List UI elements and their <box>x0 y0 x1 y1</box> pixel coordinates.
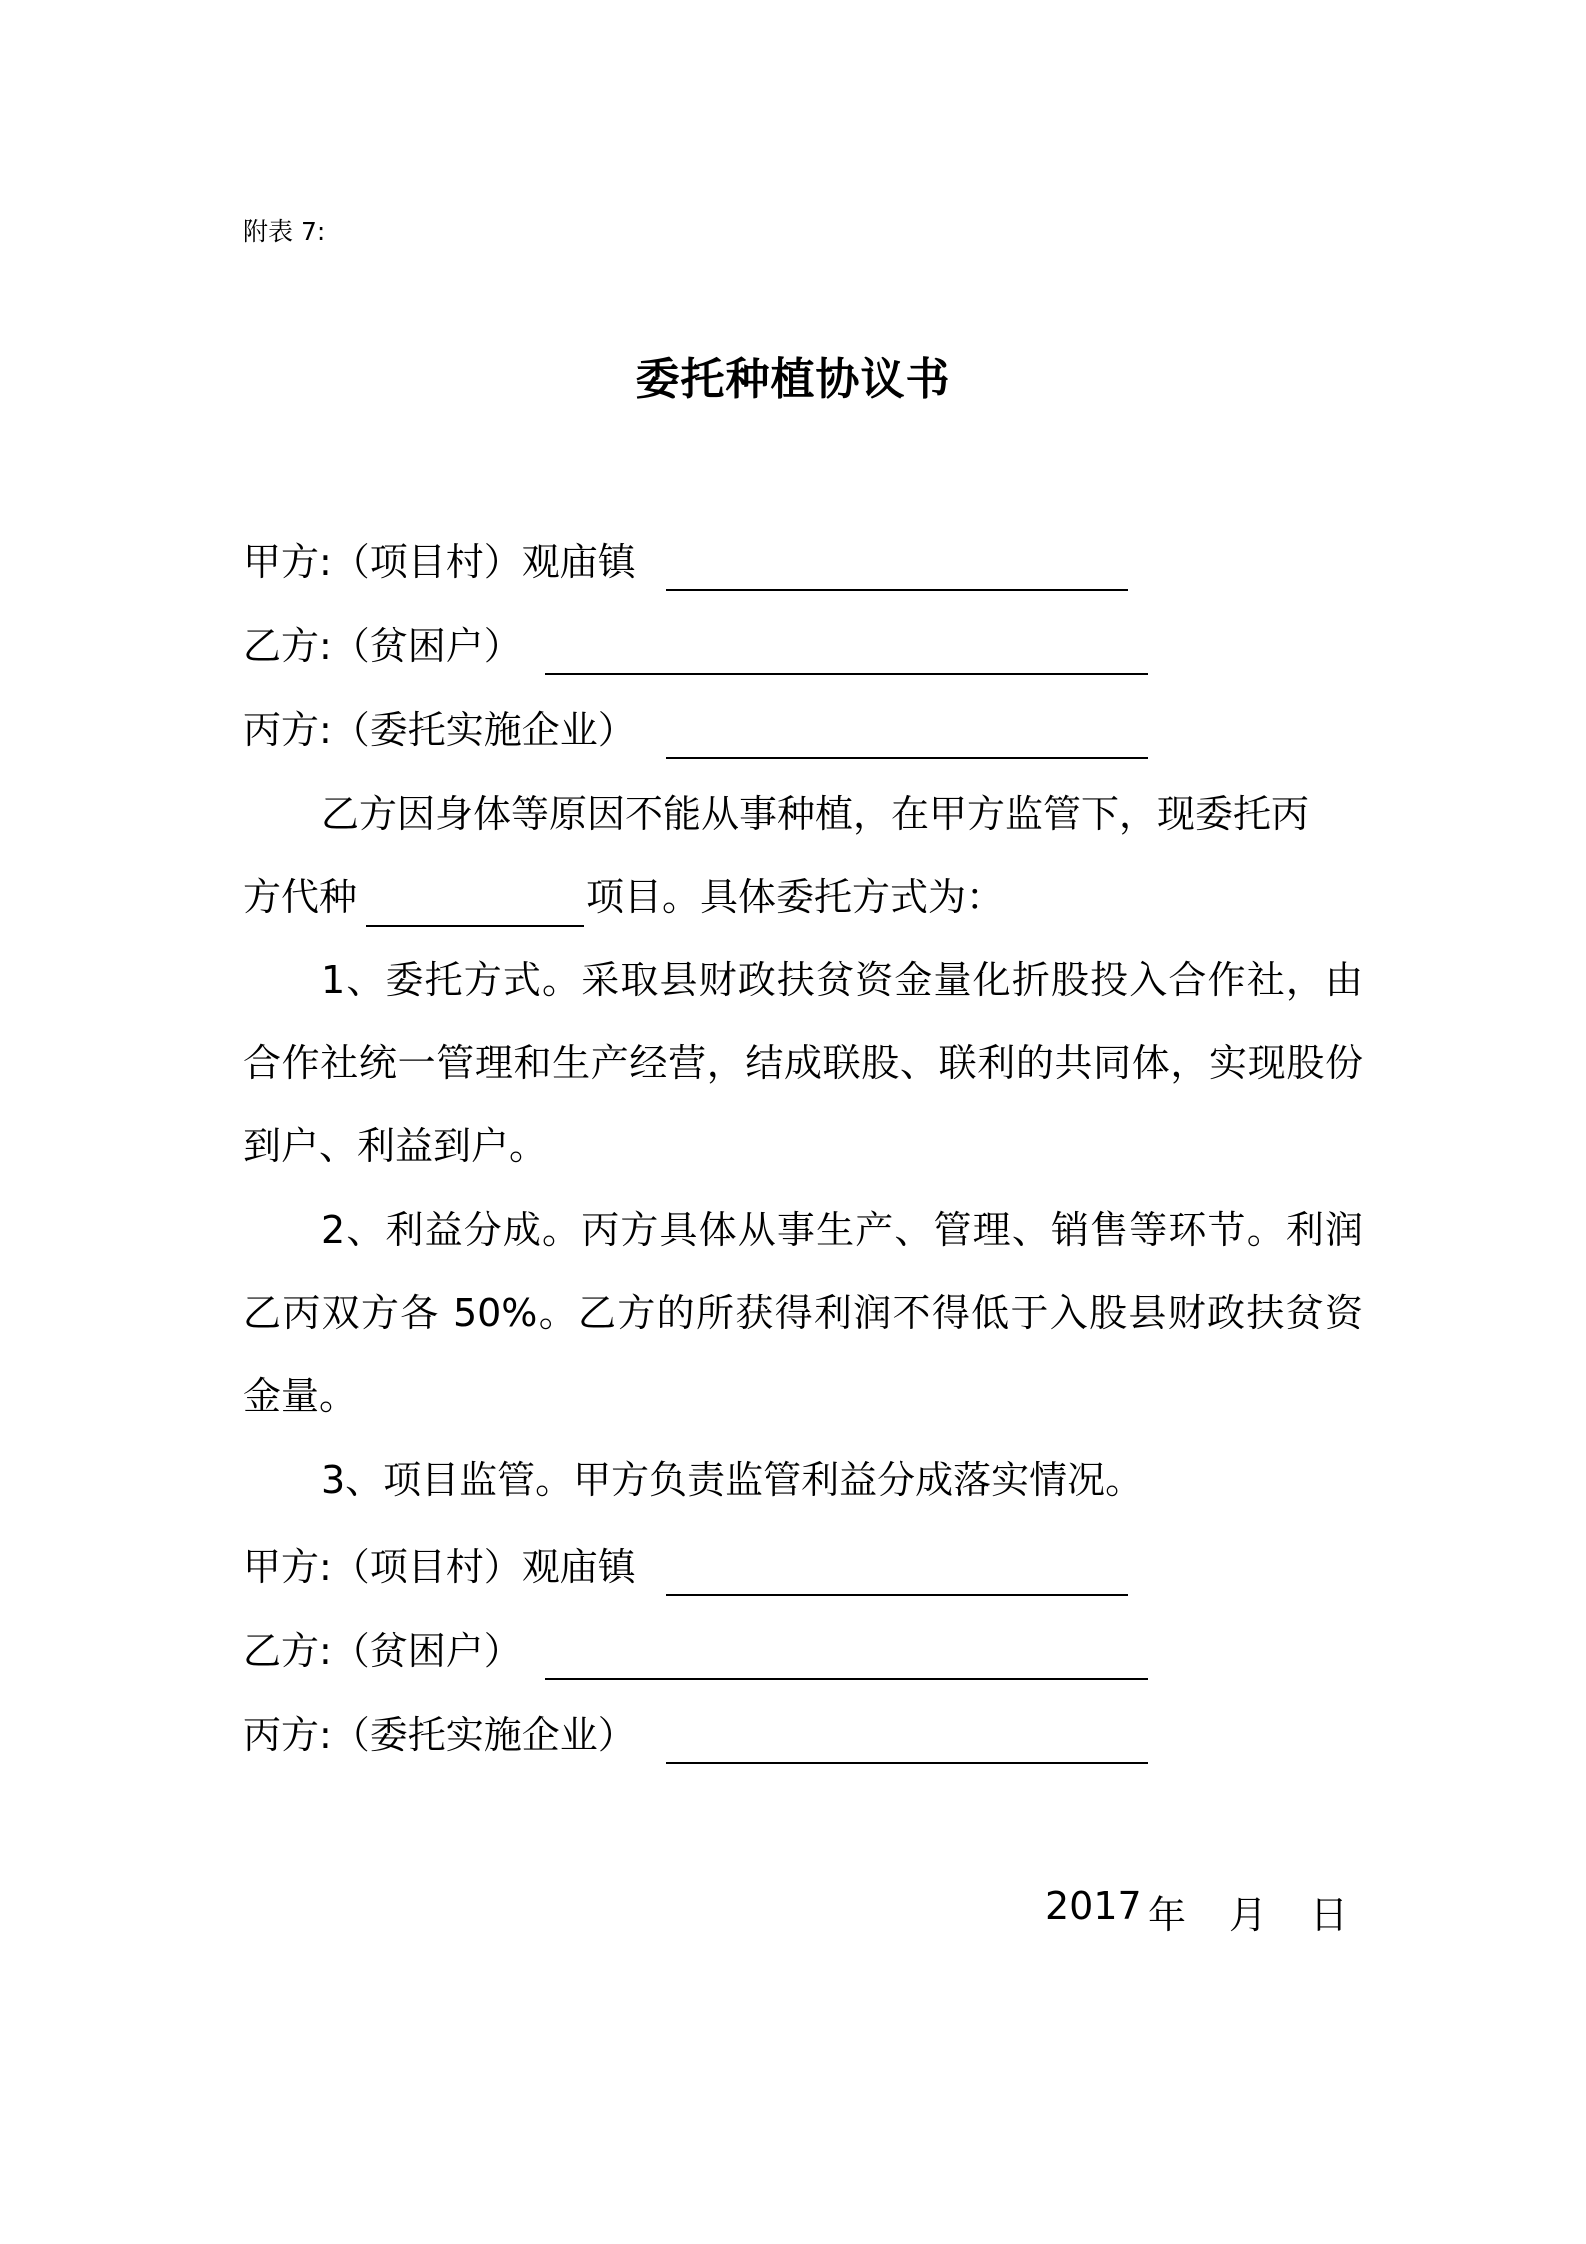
document-title: 委托种植协议书 <box>635 354 951 405</box>
intro-line-2-end: 项目。具体委托方式为： <box>586 875 1005 919</box>
intro-line-1: 乙方因身体等原因不能从事种植，在甲方监管下，现委托丙 <box>321 792 1310 836</box>
party-c-blank-bottom <box>666 1762 1148 1764</box>
clause-2: 2、利益分成。丙方具体从事生产、管理、销售等环节。利润乙丙双方各 50%。乙方的所获得利润不得低于入股县财政扶贫资金量。 <box>243 1208 1363 1418</box>
party-b-blank-bottom <box>545 1678 1148 1680</box>
clause-3: 3、项目监管。甲方负责监管利益分成落实情况。 <box>321 1458 1144 1502</box>
intro-line-2-start: 方代种 <box>243 875 358 919</box>
crop-blank <box>366 925 584 927</box>
clause-1: 1、委托方式。采取县财政扶贫资金量化折股投入合作社，由合作社统一管理和生产经营，结成联股、联利的共同体，实现股份到户、利益到户。 <box>243 958 1363 1168</box>
attachment-label: 附表 7: <box>243 217 326 246</box>
party-c-label-top: 丙方:（委托实施企业） <box>243 708 636 752</box>
party-a-label-top: 甲方:（项目村）观庙镇 <box>243 540 636 584</box>
party-c-label-bottom: 丙方:（委托实施企业） <box>243 1713 636 1757</box>
party-b-blank-top <box>545 673 1148 675</box>
party-b-label-bottom: 乙方:（贫困户） <box>243 1629 522 1673</box>
date-year-unit: 年 <box>1148 1893 1187 1937</box>
date-month-unit: 月 <box>1229 1893 1268 1937</box>
party-a-blank-top <box>666 589 1128 591</box>
party-b-label-top: 乙方:（贫困户） <box>243 624 522 668</box>
party-a-label-bottom: 甲方:（项目村）观庙镇 <box>243 1545 636 1589</box>
party-a-blank-bottom <box>666 1594 1128 1596</box>
date-day-unit: 日 <box>1310 1893 1349 1937</box>
party-c-blank-top <box>666 757 1148 759</box>
date-year: 2017 <box>1045 1884 1142 1928</box>
